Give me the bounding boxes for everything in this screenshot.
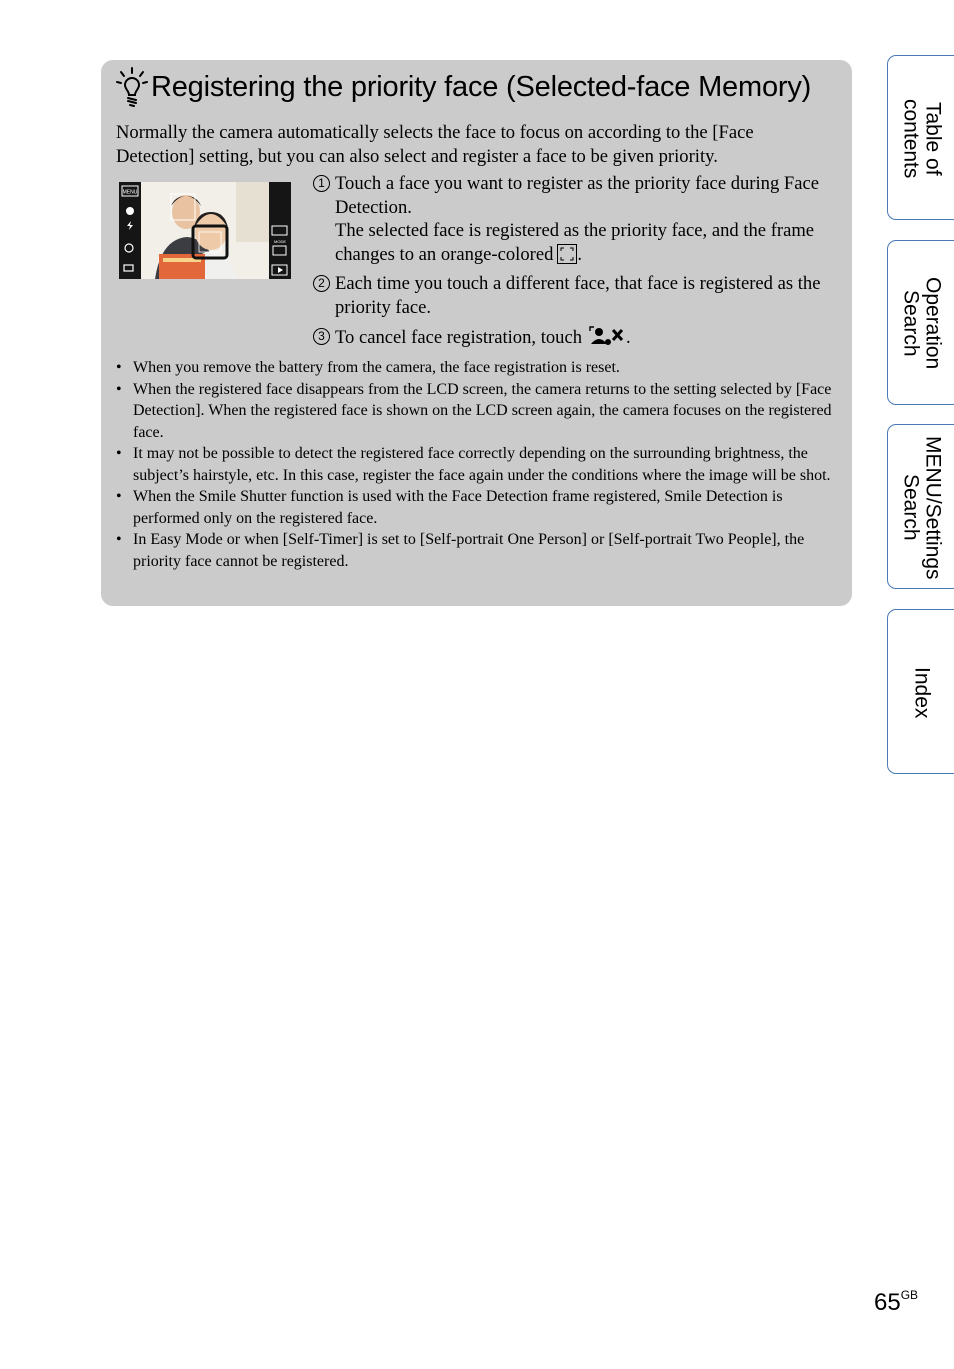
screen-left-panel (119, 182, 141, 279)
camera-screen-illustration (119, 182, 291, 279)
self-timer-icon (125, 244, 133, 252)
page-suffix: GB (900, 1288, 919, 1302)
cancel-registration-icon (588, 325, 626, 347)
note-item: • When you remove the battery from the camera, the face registration is reset. (116, 357, 836, 379)
tab-label: Table of contents (899, 98, 945, 179)
step-3-text: To cancel face registration, touch . (335, 327, 631, 348)
screen-menu-label: MENU (122, 189, 138, 196)
step-number: 3 (313, 328, 330, 345)
step-2 (313, 272, 833, 319)
step-2-text: Each time you touch a different face, that face is registered as the priority face. (335, 273, 821, 318)
screen-mode-label: MODE (274, 239, 286, 244)
intro-paragraph: Normally the camera automatically selects the face to focus on according to the [Face Detection] setting, but you can also select and register a face to be given priority. (116, 122, 754, 167)
steps-list (313, 172, 833, 356)
tab-label: MENU/Settings Search (899, 435, 945, 580)
tab-table-of-contents[interactable] (887, 55, 954, 220)
face-detection-icon (126, 207, 134, 215)
note-item: • When the registered face disappears from the LCD screen, the camera returns to the setting selected by [Face Detection]. When the registered face is shown on the LCD screen again, the camera focuses on the registered face. (116, 379, 836, 444)
tab-index[interactable] (887, 609, 954, 774)
tab-menu-settings-search[interactable] (887, 424, 954, 589)
tip-title-text: Registering the priority face (Selected-face Memory) (151, 70, 812, 103)
note-item: • When the Smile Shutter function is used with the Face Detection frame registered, Smile Detection is performed only on the registered face. (116, 486, 836, 529)
tab-operation-search[interactable] (887, 240, 954, 405)
tab-label: Index (910, 666, 934, 719)
cancel-face-icon (272, 226, 287, 235)
step-number: 2 (313, 275, 330, 292)
lightbulb-icon (115, 66, 151, 108)
orange-frame-icon (557, 244, 577, 264)
step-number: 1 (313, 175, 330, 192)
screen-right-panel (269, 182, 291, 279)
tab-label: Operation Search (899, 277, 945, 370)
screen-photo (141, 182, 269, 279)
notes-list (116, 357, 836, 572)
step-1-text: Touch a face you want to register as the priority face during Face Detection. (335, 173, 820, 218)
flash-icon (127, 221, 133, 230)
step-3 (313, 325, 833, 350)
tip-box (101, 60, 852, 606)
note-item: • It may not be possible to detect the registered face correctly depending on the surrounding brightness, the subject’s hairstyle, etc. In this case, register the face again under the conditions where the image will be shot. (116, 443, 836, 486)
step-1 (313, 172, 833, 266)
display-icon (124, 265, 133, 271)
tip-title (115, 66, 811, 108)
camera-mode-icon (273, 246, 286, 255)
note-item: • In Easy Mode or when [Self-Timer] is set to [Self-portrait One Person] or [Self-portrait Two People], the priority face cannot be registered. (116, 529, 836, 572)
step-1-detail: The selected face is registered as the priority face, and the frame changes to an orange-colored . (335, 220, 815, 265)
page-number: $65^{GB}$ (874, 1288, 919, 1316)
